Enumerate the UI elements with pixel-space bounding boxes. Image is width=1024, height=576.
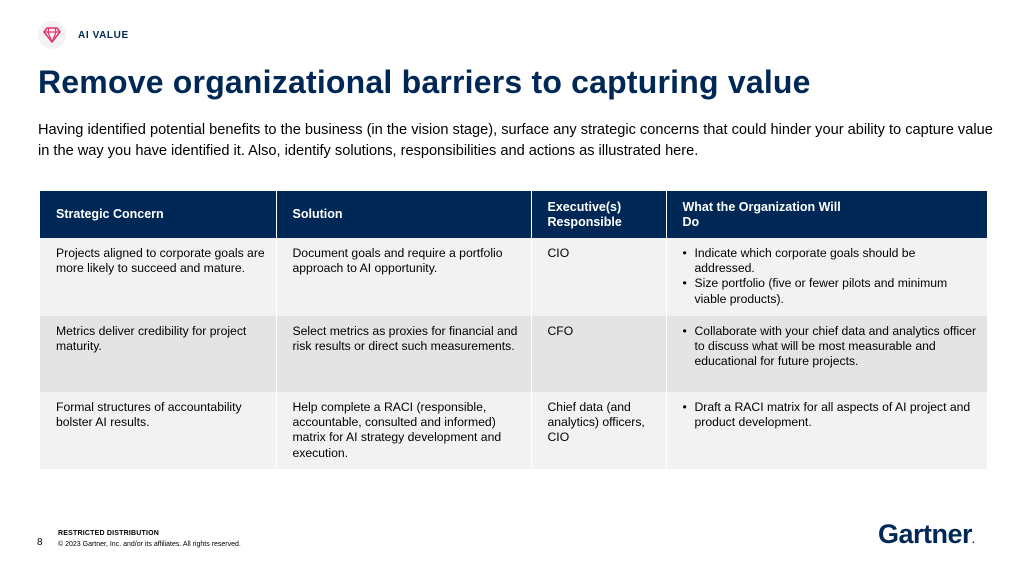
- barriers-table: [40, 191, 987, 469]
- action-item: • Indicate which corporate goals should be addressed.: [695, 246, 980, 276]
- gartner-logo-mark: .: [972, 535, 975, 546]
- executive-cell: CIO: [531, 238, 666, 316]
- actions-cell: [666, 392, 987, 469]
- copyright-notice: © 2023 Gartner, Inc. and/or its affiliates. All rights reserved.: [58, 541, 241, 548]
- gem-icon: [43, 27, 61, 43]
- executive-cell: Chief data (and analytics) officers, CIO: [531, 392, 666, 469]
- actions-list: [683, 324, 980, 370]
- executive-cell: CFO: [531, 316, 666, 392]
- action-item: • Collaborate with your chief data and analytics officer to discuss what will be most measurable and educational for future projects.: [695, 324, 980, 370]
- page-title: Remove organizational barriers to capturing value: [38, 64, 811, 100]
- action-item: • Draft a RACI matrix for all aspects of AI project and product development.: [695, 400, 980, 430]
- concern-cell: Metrics deliver credibility for project maturity.: [40, 316, 276, 392]
- actions-list: [683, 400, 980, 430]
- gem-icon-badge: [38, 21, 66, 49]
- intro-paragraph: Having identified potential benefits to the business (in the vision stage), surface any strategic concerns that could hinder your ability to capture value in the way you have identified it. Also, identify solutions, responsibilities and actions as illustrated here.: [38, 122, 993, 159]
- section-tag: [38, 21, 129, 49]
- gartner-logo-text: Gartner: [878, 519, 973, 549]
- column-header-solution: Solution: [276, 191, 531, 238]
- table-header-row: [40, 191, 987, 238]
- column-header-label: What the Organization Will Do: [682, 199, 841, 229]
- solution-cell: Document goals and require a portfolio approach to AI opportunity.: [276, 238, 531, 316]
- column-header-strategic-concern: Strategic Concern: [40, 191, 276, 238]
- table-row: [40, 316, 987, 392]
- solution-cell: Select metrics as proxies for financial and risk results or direct such measurements.: [276, 316, 531, 392]
- table-row: [40, 392, 987, 469]
- concern-cell: Projects aligned to corporate goals are more likely to succeed and mature.: [40, 238, 276, 316]
- barriers-table-wrapper: [40, 191, 987, 469]
- restricted-distribution-label: RESTRICTED DISTRIBUTION: [58, 530, 160, 537]
- actions-list: [683, 246, 980, 307]
- column-header-organization-actions: [666, 191, 987, 238]
- page-number: 8: [37, 537, 43, 548]
- section-label: AI VALUE: [78, 29, 129, 41]
- action-item: • Size portfolio (five or fewer pilots and minimum viable products).: [695, 276, 980, 306]
- solution-cell: Help complete a RACI (responsible, accountable, consulted and informed) matrix for AI strategy development and execution.: [276, 392, 531, 469]
- column-header-label: Executive(s) Responsible: [547, 199, 622, 229]
- column-header-executives-responsible: [531, 191, 666, 238]
- concern-cell: Formal structures of accountability bolster AI results.: [40, 392, 276, 469]
- table-row: [40, 238, 987, 316]
- actions-cell: [666, 238, 987, 316]
- actions-cell: [666, 316, 987, 392]
- gartner-logo: [878, 519, 974, 556]
